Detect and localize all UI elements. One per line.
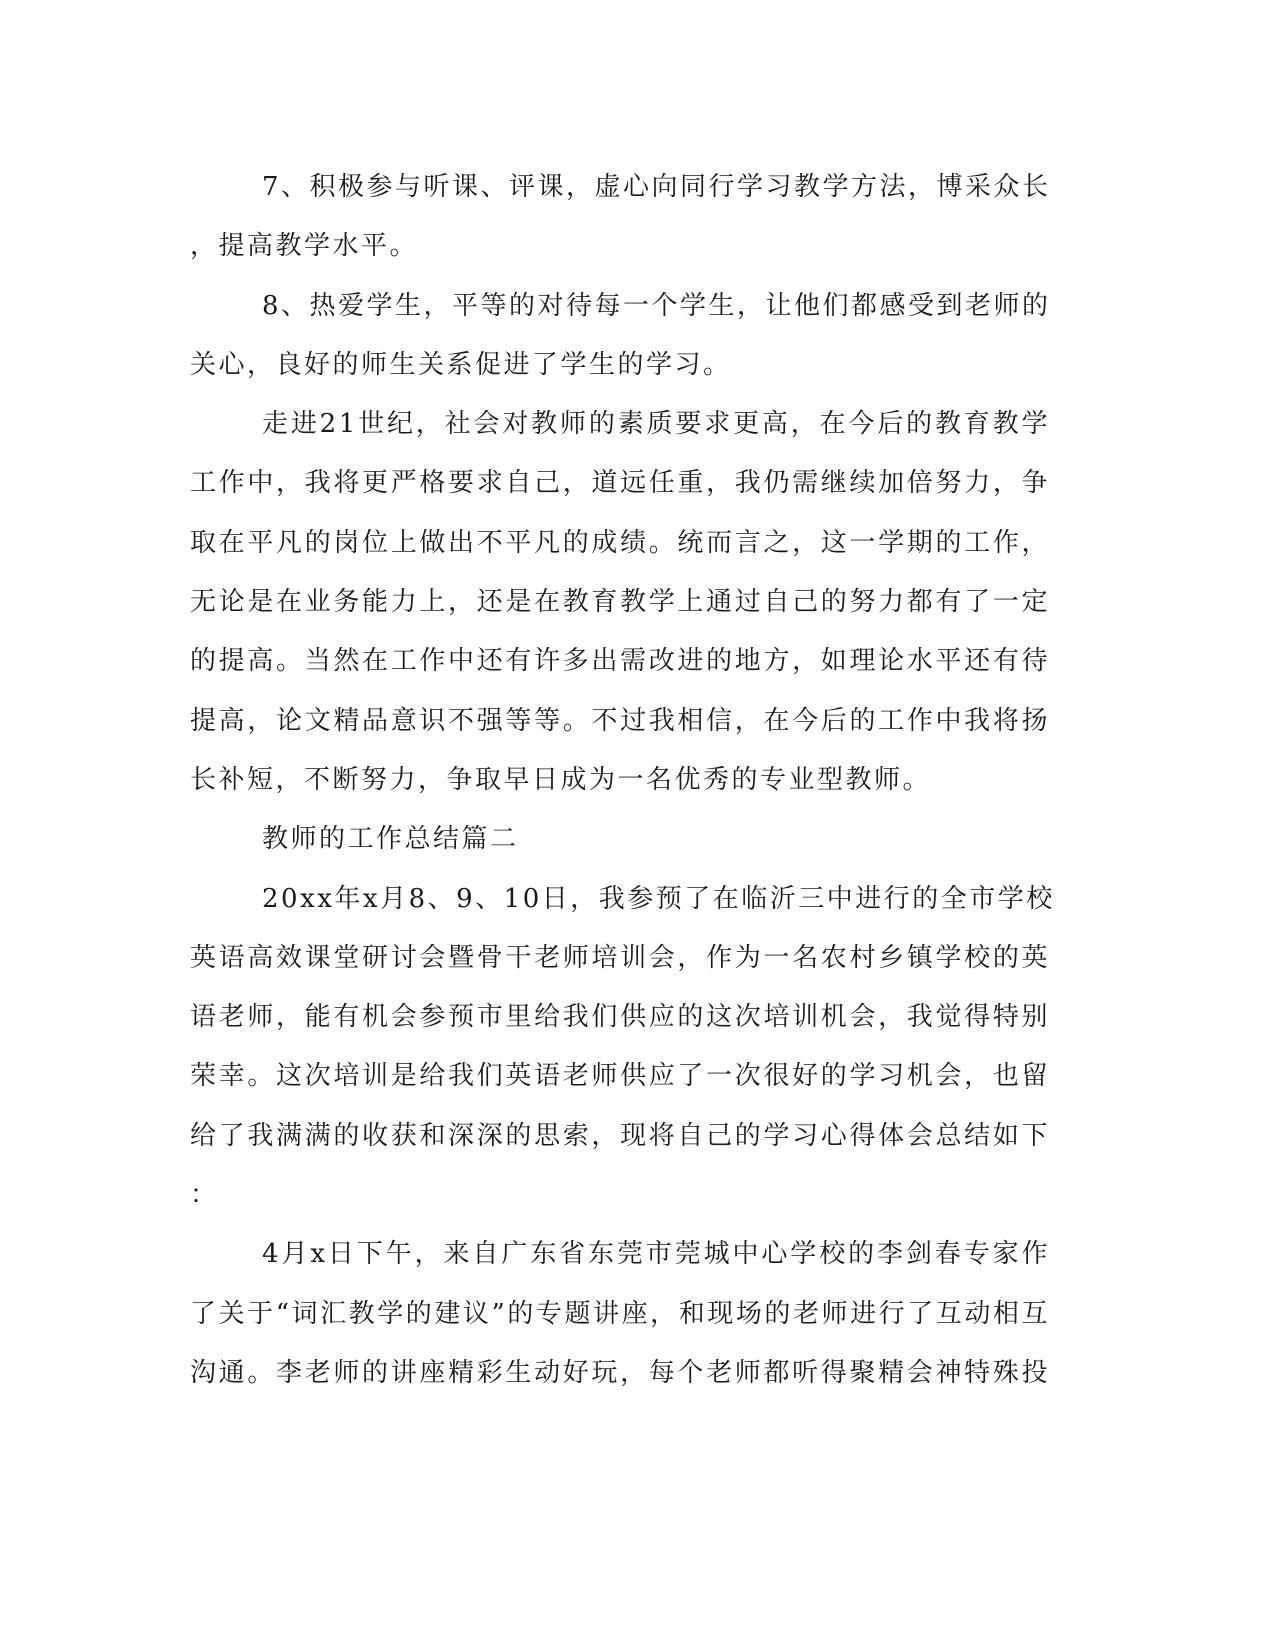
- text-line: 英语高效课堂研讨会暨骨干老师培训会，作为一名农村乡镇学校的英: [190, 942, 1050, 973]
- text-line: 长补短，不断努力，争取早日成为一名优秀的专业型教师。: [190, 764, 932, 795]
- text-line: 8、热爱学生，平等的对待每一个学生，让他们都感受到老师的: [262, 290, 1051, 321]
- text-line: 的提高。当然在工作中还有许多出需改进的地方，如理论水平还有待: [190, 646, 1050, 677]
- text-line: 语老师，能有机会参预市里给我们供应的这次培训机会，我觉得特别: [190, 1002, 1050, 1033]
- text-line: ：: [190, 1180, 219, 1211]
- text-line: 无论是在业务能力上，还是在教育教学上通过自己的努力都有了一定: [190, 587, 1050, 618]
- text-line: 走进21世纪，社会对教师的素质要求更高，在今后的教育教学: [262, 409, 1050, 440]
- text-line: 提高，论文精品意识不强等等。不过我相信，在今后的工作中我将扬: [190, 705, 1050, 736]
- text-line: 4月x日下午，来自广东省东莞市莞城中心学校的李剑春专家作: [262, 1239, 1050, 1270]
- text-line: 7、积极参与听课、评课，虚心向同行学习教学方法，博采众长: [262, 172, 1051, 202]
- text-line: ，提高教学水平。: [190, 231, 419, 262]
- document-body: [190, 158, 1055, 1403]
- text-line: 荣幸。这次培训是给我们英语老师供应了一次很好的学习机会，也留: [190, 1061, 1050, 1092]
- text-line: 了关于“词汇教学的建议”的专题讲座，和现场的老师进行了互动相互: [190, 1298, 1050, 1329]
- text-line: 给了我满满的收获和深深的思索，现将自己的学习心得体会总结如下: [190, 1120, 1050, 1151]
- text-line: 取在平凡的岗位上做出不平凡的成绩。统而言之，这一学期的工作，: [190, 527, 1050, 558]
- text-line: 关心，良好的师生关系促进了学生的学习。: [190, 349, 732, 380]
- text-line: 20xx年x月8、9、10日，我参预了在临沂三中进行的全市学校: [262, 883, 1055, 914]
- section-heading: 教师的工作总结篇二: [262, 824, 519, 855]
- text-line: 沟通。李老师的讲座精彩生动好玩，每个老师都听得聚精会神特殊投: [190, 1357, 1050, 1388]
- text-line: 工作中，我将更严格要求自己，道远任重，我仍需继续加倍努力，争: [190, 468, 1050, 499]
